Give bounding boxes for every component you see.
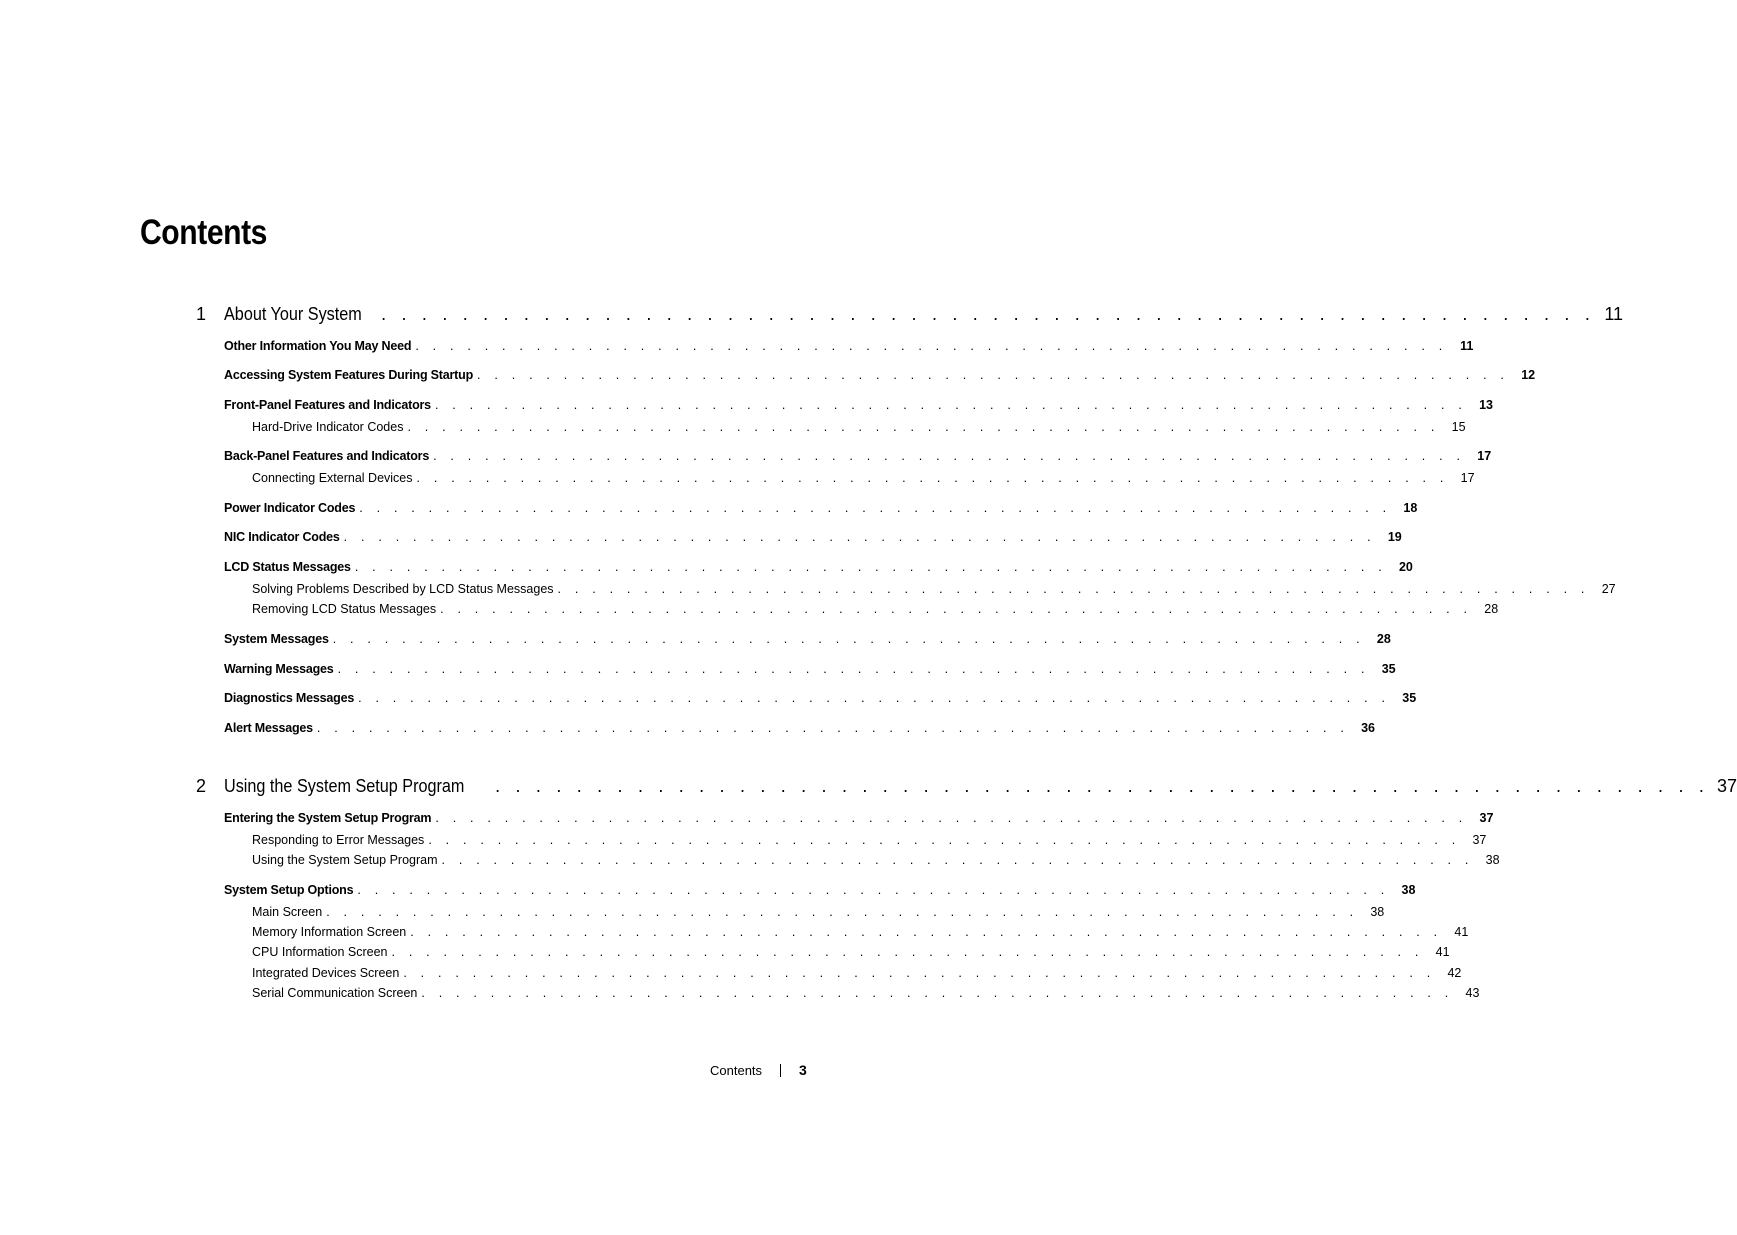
leader-dots: . . . . . . . . . . . . . . . . . . . . . . . . . . . . . . . . . . . . . . . . . . . . . . . . . . . . . . . . . . . .: [403, 966, 1436, 980]
toc-page: 38: [1370, 905, 1385, 919]
toc-page: 15: [1451, 420, 1466, 434]
toc-subentry[interactable]: [252, 966, 1462, 980]
toc-subentry[interactable]: [252, 582, 1616, 596]
toc-page: 18: [1403, 501, 1418, 515]
leader-dots: . . . . . . . . . . . . . . . . . . . . . . . . . . . . . . . . . . . . . . . . . . . . . . . . . . . . . . . . . . . .: [433, 449, 1466, 463]
page-footer: [710, 1062, 807, 1078]
toc-label: Power Indicator Codes: [224, 501, 356, 515]
toc-page: 43: [1465, 986, 1480, 1000]
toc-label: Serial Communication Screen: [252, 986, 418, 1000]
toc-label: LCD Status Messages: [224, 560, 351, 574]
toc-page: 38: [1401, 883, 1416, 897]
leader-dots: . . . . . . . . . . . . . . . . . . . . . . . . . . . . . . . . . . . . . . . . . . . . . . . . . . . . . . . . . . . .: [495, 776, 1710, 796]
leader-dots: . . . . . . . . . . . . . . . . . . . . . . . . . . . . . . . . . . . . . . . . . . . . . . . . . . . . . . . . . . . .: [359, 501, 1392, 515]
toc-label: Responding to Error Messages: [252, 833, 425, 847]
toc-page: 42: [1447, 966, 1462, 980]
toc-subentry[interactable]: [252, 986, 1480, 1000]
toc-page: 37: [1717, 776, 1737, 796]
page-number: 3: [799, 1062, 807, 1078]
toc-label: Back-Panel Features and Indicators: [224, 449, 430, 463]
toc-page: 41: [1435, 945, 1450, 959]
toc-subentry[interactable]: [252, 833, 1487, 847]
toc-label: System Messages: [224, 632, 329, 646]
leader-dots: . . . . . . . . . . . . . . . . . . . . . . . . . . . . . . . . . . . . . . . . . . . . . . . . . . . . . . . . . . . .: [357, 883, 1390, 897]
leader-dots: . . . . . . . . . . . . . . . . . . . . . . . . . . . . . . . . . . . . . . . . . . . . . . . . . . . . . . . . . . . .: [421, 986, 1454, 1000]
toc-label: Connecting External Devices: [252, 471, 413, 485]
leader-dots: . . . . . . . . . . . . . . . . . . . . . . . . . . . . . . . . . . . . . . . . . . . . . . . . . . . . . . . . . . . .: [358, 691, 1391, 705]
toc-label: System Setup Options: [224, 883, 354, 897]
leader-dots: . . . . . . . . . . . . . . . . . . . . . . . . . . . . . . . . . . . . . . . . . . . . . . . . . . . . . . . . . . . .: [434, 398, 1468, 412]
chapter-number: 1: [196, 304, 207, 324]
toc-label: Integrated Devices Screen: [252, 966, 400, 980]
toc-label: NIC Indicator Codes: [224, 530, 340, 544]
toc-label: Main Screen: [252, 905, 323, 919]
toc-label: Hard-Drive Indicator Codes: [252, 420, 404, 434]
toc-label: Diagnostics Messages: [224, 691, 355, 705]
toc-subentry[interactable]: [252, 905, 1385, 919]
toc-page: 38: [1485, 853, 1500, 867]
toc-chapter-system-setup[interactable]: [224, 776, 1737, 797]
toc-page: 28: [1376, 632, 1391, 646]
page-title: Contents: [140, 213, 267, 252]
leader-dots: . . . . . . . . . . . . . . . . . . . . . . . . . . . . . . . . . . . . . . . . . . . . . . . . . . . . . . . . . . . .: [557, 582, 1590, 596]
leader-dots: . . . . . . . . . . . . . . . . . . . . . . . . . . . . . . . . . . . . . . . . . . . . . . . . . . . . . . . . . . . .: [337, 662, 1370, 676]
leader-dots: . . . . . . . . . . . . . . . . . . . . . . . . . . . . . . . . . . . . . . . . . . . . . . . . . . . . . . . . . . . .: [316, 721, 1349, 735]
toc-label: Using the System Setup Program: [252, 853, 438, 867]
toc-label: Alert Messages: [224, 721, 313, 735]
footer-divider: [780, 1064, 781, 1077]
leader-dots: . . . . . . . . . . . . . . . . . . . . . . . . . . . . . . . . . . . . . . . . . . . . . . . . . . . . . . . . . . . .: [354, 560, 1387, 574]
toc-label: Memory Information Screen: [252, 925, 407, 939]
toc-page: 12: [1521, 368, 1536, 382]
toc-page: 11: [1604, 304, 1624, 324]
toc-entry[interactable]: [224, 811, 1494, 825]
toc-subentry[interactable]: [252, 420, 1466, 434]
leader-dots: . . . . . . . . . . . . . . . . . . . . . . . . . . . . . . . . . . . . . . . . . . . . . . . . . . . . . . . . . . . .: [477, 368, 1510, 382]
toc-entry[interactable]: [224, 560, 1413, 574]
footer-label: Contents: [710, 1062, 763, 1078]
toc-page: 19: [1387, 530, 1402, 544]
toc-entry[interactable]: [224, 530, 1402, 544]
toc-entry[interactable]: [224, 662, 1396, 676]
toc-page: 27: [1601, 582, 1616, 596]
toc-page: 11: [1460, 339, 1474, 353]
toc-entry[interactable]: [224, 632, 1391, 646]
toc-label: Solving Problems Described by LCD Status Messages: [252, 582, 554, 596]
leader-dots: . . . . . . . . . . . . . . . . . . . . . . . . . . . . . . . . . . . . . . . . . . . . . . . . . . . . . . . . . . . .: [416, 471, 1449, 485]
leader-dots: . . . . . . . . . . . . . . . . . . . . . . . . . . . . . . . . . . . . . . . . . . . . . . . . . . . . . . . . . . . .: [435, 811, 1468, 825]
toc-label: Other Information You May Need: [224, 339, 412, 353]
leader-dots: . . . . . . . . . . . . . . . . . . . . . . . . . . . . . . . . . . . . . . . . . . . . . . . . . . . . . . . . . . . .: [440, 602, 1473, 616]
toc-subentry[interactable]: [252, 925, 1469, 939]
toc-page: 35: [1381, 662, 1396, 676]
leader-dots: . . . . . . . . . . . . . . . . . . . . . . . . . . . . . . . . . . . . . . . . . . . . . . . . . . . . . . . . . . . .: [381, 304, 1596, 324]
toc-label: Removing LCD Status Messages: [252, 602, 437, 616]
toc-entry[interactable]: [224, 501, 1418, 515]
leader-dots: . . . . . . . . . . . . . . . . . . . . . . . . . . . . . . . . . . . . . . . . . . . . . . . . . . . . . . . . . . . .: [391, 945, 1424, 959]
toc-label: Accessing System Features During Startup: [224, 368, 474, 382]
toc-page: 17: [1477, 449, 1492, 463]
toc-page: 37: [1479, 811, 1494, 825]
toc-page: 37: [1472, 833, 1487, 847]
toc-label: Front-Panel Features and Indicators: [224, 398, 431, 412]
toc-page: 28: [1484, 602, 1499, 616]
toc-page: 17: [1460, 471, 1475, 485]
toc-subentry[interactable]: [252, 602, 1499, 616]
toc-label: Using the System Setup Program: [224, 776, 465, 796]
leader-dots: . . . . . . . . . . . . . . . . . . . . . . . . . . . . . . . . . . . . . . . . . . . . . . . . . . . . . . . . . . . .: [410, 925, 1443, 939]
toc-entry[interactable]: [224, 339, 1474, 353]
leader-dots: . . . . . . . . . . . . . . . . . . . . . . . . . . . . . . . . . . . . . . . . . . . . . . . . . . . . . . . . . . . .: [415, 339, 1448, 353]
toc-chapter-about-your-system[interactable]: [224, 304, 1624, 325]
toc-entry[interactable]: [224, 368, 1536, 382]
toc-subentry[interactable]: [252, 945, 1450, 959]
toc-label: Entering the System Setup Program: [224, 811, 432, 825]
toc-page: 41: [1454, 925, 1469, 939]
toc-entry[interactable]: [224, 721, 1375, 735]
toc-subentry[interactable]: [252, 853, 1500, 867]
chapter-number: 2: [196, 776, 207, 796]
toc-entry[interactable]: [224, 449, 1492, 463]
leader-dots: . . . . . . . . . . . . . . . . . . . . . . . . . . . . . . . . . . . . . . . . . . . . . . . . . . . . . . . . . . . .: [428, 833, 1461, 847]
toc-label: About Your System: [224, 304, 362, 324]
toc-page: 13: [1479, 398, 1494, 412]
toc-page: 35: [1402, 691, 1417, 705]
toc-entry[interactable]: [224, 398, 1494, 412]
toc-page: 20: [1398, 560, 1413, 574]
toc-page: 36: [1361, 721, 1375, 735]
leader-dots: . . . . . . . . . . . . . . . . . . . . . . . . . . . . . . . . . . . . . . . . . . . . . . . . . . . . . . . . . . . .: [441, 853, 1474, 867]
toc-label: Warning Messages: [224, 662, 334, 676]
toc-label: CPU Information Screen: [252, 945, 388, 959]
toc-entry[interactable]: [224, 691, 1417, 705]
leader-dots: . . . . . . . . . . . . . . . . . . . . . . . . . . . . . . . . . . . . . . . . . . . . . . . . . . . . . . . . . . . .: [326, 905, 1359, 919]
leader-dots: . . . . . . . . . . . . . . . . . . . . . . . . . . . . . . . . . . . . . . . . . . . . . . . . . . . . . . . . . . . .: [407, 420, 1440, 434]
toc-subentry[interactable]: [252, 471, 1475, 485]
toc-entry[interactable]: [224, 883, 1416, 897]
leader-dots: . . . . . . . . . . . . . . . . . . . . . . . . . . . . . . . . . . . . . . . . . . . . . . . . . . . . . . . . . . . .: [343, 530, 1376, 544]
leader-dots: . . . . . . . . . . . . . . . . . . . . . . . . . . . . . . . . . . . . . . . . . . . . . . . . . . . . . . . . . . . .: [332, 632, 1365, 646]
